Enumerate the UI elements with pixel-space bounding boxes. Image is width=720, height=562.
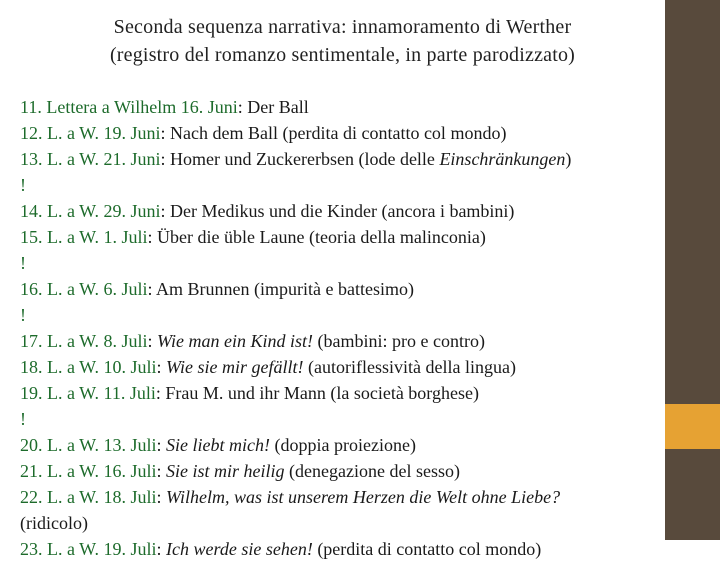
letter-reference: 15. L. a W. 1. Juli (20, 227, 148, 247)
list-item (20, 224, 688, 250)
letter-reference: 13. L. a W. 21. Juni (20, 149, 161, 169)
letter-reference: 18. L. a W. 10. Juli (20, 357, 157, 377)
list-item (20, 380, 688, 406)
letter-quote: Wilhelm, was ist unserem Herzen die Welt ohne Liebe? (166, 487, 561, 507)
exclamation-mark: ! (20, 409, 26, 429)
letter-comment: (denegazione del sesso) (284, 461, 460, 481)
separator: : (160, 201, 171, 221)
letter-comment: ) (565, 149, 572, 169)
title-line-1: Seconda sequenza narrativa: innamoramento di Werther (113, 16, 572, 38)
list-item (20, 146, 688, 172)
exclamation-marker (20, 172, 688, 198)
separator: : (147, 279, 157, 299)
continuation-text: (ridicolo) (20, 513, 88, 533)
letter-description: Homer und Zuckererbsen (lode delle (170, 149, 440, 169)
letter-description: Frau M. und ihr Mann (la società borghese) (165, 383, 479, 403)
letter-description: Nach dem Ball (perdita di contatto col mondo) (170, 123, 507, 143)
separator: : (156, 357, 167, 377)
letter-reference: 19. L. a W. 11. Juli (20, 383, 156, 403)
separator: : (160, 123, 171, 143)
separator: : (160, 149, 171, 169)
letter-reference: 21. L. a W. 16. Juli (20, 461, 157, 481)
letter-comment: (autoriflessività della lingua) (303, 357, 516, 377)
list-item (20, 458, 688, 484)
list-item (20, 432, 688, 458)
letter-quote: Wie sie mir gefällt! (166, 357, 304, 377)
letter-list (20, 94, 688, 562)
separator: : (147, 227, 158, 247)
separator: : (147, 331, 158, 351)
letter-reference: 14. L. a W. 29. Juni (20, 201, 161, 221)
separator: : (156, 461, 167, 481)
exclamation-marker (20, 406, 688, 432)
list-item (20, 120, 688, 146)
separator: : (155, 383, 166, 403)
letter-reference: 22. L. a W. 18. Juli (20, 487, 157, 507)
letter-comment: (perdita di contatto col mondo) (312, 539, 542, 559)
letter-reference: 17. L. a W. 8. Juli (20, 331, 148, 351)
list-item (20, 536, 688, 562)
exclamation-marker (20, 250, 688, 276)
separator: : (156, 435, 167, 455)
letter-description: Über die üble Laune (teoria della malinconia) (157, 227, 486, 247)
list-item (20, 94, 688, 120)
list-item (20, 484, 688, 510)
letter-comment: (bambini: pro e contro) (313, 331, 485, 351)
separator: : (156, 539, 167, 559)
exclamation-mark: ! (20, 253, 26, 273)
slide-title (20, 13, 665, 69)
separator: : (237, 97, 248, 117)
letter-quote: Sie ist mir heilig (166, 461, 285, 481)
letter-reference: 12. L. a W. 19. Juni (20, 123, 161, 143)
letter-reference: 23. L. a W. 19. Juli (20, 539, 157, 559)
letter-reference: 16. L. a W. 6. Juli (20, 279, 148, 299)
list-item (20, 354, 688, 380)
title-line-2: (registro del romanzo sentimentale, in parte parodizzato) (109, 44, 576, 66)
letter-quote: Ich werde sie sehen! (166, 539, 313, 559)
list-item (20, 198, 688, 224)
letter-description: Der Ball (247, 97, 309, 117)
list-item (20, 328, 688, 354)
letter-reference: 11. Lettera a Wilhelm 16. Juni (20, 97, 238, 117)
letter-comment: (doppia proiezione) (270, 435, 416, 455)
letter-quote: Einschränkungen (439, 149, 566, 169)
letter-reference: 20. L. a W. 13. Juli (20, 435, 157, 455)
list-item (20, 276, 688, 302)
letter-quote: Wie man ein Kind ist! (157, 331, 314, 351)
separator: : (156, 487, 167, 507)
exclamation-marker (20, 302, 688, 328)
list-item-continuation (20, 510, 688, 536)
exclamation-mark: ! (20, 305, 26, 325)
letter-description: Am Brunnen (impurità e battesimo) (156, 279, 414, 299)
letter-quote: Sie liebt mich! (166, 435, 270, 455)
letter-description: Der Medikus und die Kinder (ancora i bambini) (170, 201, 515, 221)
exclamation-mark: ! (20, 175, 26, 195)
